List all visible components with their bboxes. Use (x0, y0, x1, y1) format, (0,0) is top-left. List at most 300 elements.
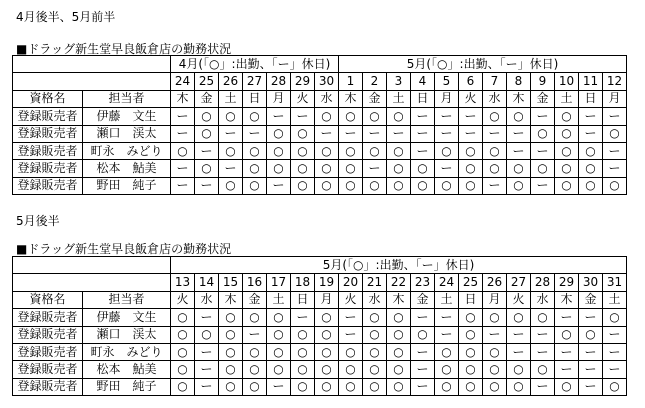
weekday-cell: 土 (555, 90, 579, 107)
attendance-mark-cell: ○ (459, 177, 483, 194)
staff-row (13, 177, 627, 194)
staff-name-cell: 野田 純子 (83, 177, 171, 194)
day-number-cell: 1 (339, 73, 363, 90)
qualification-cell: 登録販売者 (13, 361, 83, 378)
attendance-mark-cell: ○ (363, 108, 387, 125)
qualification-cell: 登録販売者 (13, 326, 83, 343)
weekday-cell: 金 (243, 291, 267, 308)
staff-name-cell: 野田 純子 (83, 378, 171, 395)
weekday-cell: 金 (363, 90, 387, 107)
qualification-cell: 登録販売者 (13, 160, 83, 177)
attendance-mark-cell: ー (435, 309, 459, 326)
qualification-column-header: 資格名 (13, 90, 83, 107)
weekday-cell: 月 (483, 291, 507, 308)
attendance-mark-cell: ー (411, 378, 435, 395)
staff-name-cell: 町永 みどり (83, 343, 171, 360)
attendance-mark-cell: ー (243, 326, 267, 343)
day-number-cell: 9 (531, 73, 555, 90)
attendance-mark-cell: ー (411, 361, 435, 378)
weekday-cell: 火 (171, 291, 195, 308)
weekday-cell: 日 (579, 90, 603, 107)
attendance-mark-cell: ○ (171, 326, 195, 343)
staff-row (13, 343, 627, 360)
header-blank-cell (13, 56, 171, 73)
attendance-mark-cell: ○ (507, 309, 531, 326)
attendance-mark-cell: ー (531, 378, 555, 395)
attendance-mark-cell: ー (387, 125, 411, 142)
attendance-mark-cell: ○ (267, 160, 291, 177)
attendance-mark-cell: ー (435, 108, 459, 125)
day-number-cell: 17 (267, 274, 291, 291)
attendance-mark-cell: ー (483, 326, 507, 343)
attendance-mark-cell: ○ (315, 108, 339, 125)
day-number-cell: 29 (291, 73, 315, 90)
attendance-mark-cell: ○ (315, 177, 339, 194)
attendance-mark-cell: ○ (507, 378, 531, 395)
schedule-table-2 (12, 256, 627, 396)
weekday-cell: 土 (387, 90, 411, 107)
attendance-mark-cell: ○ (291, 361, 315, 378)
attendance-mark-cell: ○ (243, 142, 267, 159)
attendance-mark-cell: ー (579, 343, 603, 360)
attendance-mark-cell: ○ (267, 309, 291, 326)
attendance-mark-cell: ○ (555, 326, 579, 343)
attendance-mark-cell: ○ (387, 378, 411, 395)
qualification-cell: 登録販売者 (13, 343, 83, 360)
attendance-mark-cell: ー (219, 160, 243, 177)
attendance-mark-cell: ○ (507, 361, 531, 378)
attendance-mark-cell: ○ (555, 108, 579, 125)
day-number-cell: 18 (291, 274, 315, 291)
staff-name-cell: 松本 鮎美 (83, 361, 171, 378)
attendance-mark-cell: ○ (579, 177, 603, 194)
qualification-column-header: 資格名 (13, 291, 83, 308)
attendance-mark-cell: ー (555, 309, 579, 326)
attendance-mark-cell: ー (195, 361, 219, 378)
day-number-cell: 28 (267, 73, 291, 90)
attendance-mark-cell: ○ (219, 343, 243, 360)
day-number-cell: 22 (387, 274, 411, 291)
header-blank-cell (13, 73, 171, 90)
attendance-mark-cell: ○ (363, 326, 387, 343)
day-number-cell: 15 (219, 274, 243, 291)
attendance-mark-cell: ○ (219, 142, 243, 159)
attendance-mark-cell: ー (195, 343, 219, 360)
attendance-mark-cell: ー (507, 125, 531, 142)
attendance-mark-cell: ー (219, 125, 243, 142)
attendance-mark-cell: ○ (435, 343, 459, 360)
attendance-mark-cell: ○ (291, 343, 315, 360)
attendance-mark-cell: ○ (483, 343, 507, 360)
weekday-cell: 木 (555, 291, 579, 308)
attendance-mark-cell: ○ (531, 309, 555, 326)
day-number-cell: 24 (435, 274, 459, 291)
staff-row (13, 378, 627, 395)
attendance-mark-cell: ○ (459, 326, 483, 343)
attendance-mark-cell: ○ (411, 326, 435, 343)
attendance-mark-cell: ○ (435, 142, 459, 159)
attendance-mark-cell: ○ (267, 361, 291, 378)
attendance-mark-cell: ○ (219, 361, 243, 378)
attendance-mark-cell: ○ (291, 177, 315, 194)
attendance-mark-cell: ○ (603, 309, 627, 326)
attendance-mark-cell: ー (555, 343, 579, 360)
qualification-cell: 登録販売者 (13, 378, 83, 395)
attendance-mark-cell: ー (603, 160, 627, 177)
attendance-mark-cell: ー (339, 326, 363, 343)
day-number-cell: 27 (507, 274, 531, 291)
attendance-mark-cell: ー (171, 177, 195, 194)
attendance-mark-cell: ー (291, 309, 315, 326)
attendance-mark-cell: ○ (459, 160, 483, 177)
section-1-table-title: ■ドラッグ新生堂早良飯倉店の勤務状況 (16, 42, 232, 56)
weekday-cell: 日 (243, 90, 267, 107)
attendance-mark-cell: ○ (195, 108, 219, 125)
weekday-cell: 水 (483, 90, 507, 107)
attendance-mark-cell: ○ (579, 326, 603, 343)
attendance-mark-cell: ○ (483, 160, 507, 177)
attendance-mark-cell: ー (195, 142, 219, 159)
attendance-mark-cell: ○ (387, 160, 411, 177)
section-2-table-title: ■ドラッグ新生堂早良飯倉店の勤務状況 (16, 242, 232, 256)
weekday-cell: 金 (531, 90, 555, 107)
attendance-mark-cell: ー (579, 309, 603, 326)
attendance-mark-cell: ○ (483, 108, 507, 125)
attendance-mark-cell: ー (435, 160, 459, 177)
day-number-cell: 2 (363, 73, 387, 90)
attendance-mark-cell: ○ (243, 177, 267, 194)
attendance-mark-cell: ー (531, 343, 555, 360)
staff-name-cell: 町永 みどり (83, 142, 171, 159)
attendance-mark-cell: ー (171, 160, 195, 177)
attendance-mark-cell: ○ (267, 142, 291, 159)
attendance-mark-cell: ○ (387, 309, 411, 326)
attendance-mark-cell: ー (195, 378, 219, 395)
attendance-mark-cell: ー (531, 108, 555, 125)
attendance-mark-cell: ー (603, 361, 627, 378)
weekday-cell: 月 (315, 291, 339, 308)
attendance-mark-cell: ー (267, 378, 291, 395)
staff-name-cell: 伊藤 文生 (83, 309, 171, 326)
attendance-mark-cell: ○ (243, 361, 267, 378)
attendance-mark-cell: ○ (315, 326, 339, 343)
weekday-cell: 木 (387, 291, 411, 308)
attendance-mark-cell: ー (531, 177, 555, 194)
attendance-mark-cell: ○ (459, 361, 483, 378)
attendance-mark-cell: ○ (555, 125, 579, 142)
weekday-cell: 日 (459, 291, 483, 308)
attendance-mark-cell: ○ (363, 309, 387, 326)
weekday-cell: 土 (603, 291, 627, 308)
attendance-mark-cell: ○ (243, 378, 267, 395)
staff-row (13, 108, 627, 125)
attendance-mark-cell: ○ (603, 378, 627, 395)
qualification-cell: 登録販売者 (13, 125, 83, 142)
weekday-cell: 木 (339, 90, 363, 107)
day-number-cell: 23 (411, 274, 435, 291)
day-number-cell: 28 (531, 274, 555, 291)
attendance-mark-cell: ○ (315, 160, 339, 177)
attendance-mark-cell: ー (315, 125, 339, 142)
attendance-mark-cell: ○ (243, 309, 267, 326)
weekday-cell: 水 (531, 291, 555, 308)
attendance-mark-cell: ○ (459, 378, 483, 395)
weekday-cell: 火 (339, 291, 363, 308)
day-number-cell: 4 (411, 73, 435, 90)
day-number-cell: 19 (315, 274, 339, 291)
weekday-cell: 土 (267, 291, 291, 308)
day-number-cell: 21 (363, 274, 387, 291)
attendance-mark-cell: ○ (243, 343, 267, 360)
attendance-mark-cell: ー (483, 177, 507, 194)
day-number-cell: 3 (387, 73, 411, 90)
attendance-mark-cell: ○ (171, 309, 195, 326)
attendance-mark-cell: ○ (579, 160, 603, 177)
attendance-mark-cell: ○ (387, 361, 411, 378)
attendance-mark-cell: ○ (411, 177, 435, 194)
attendance-mark-cell: ○ (531, 361, 555, 378)
attendance-mark-cell: ー (411, 309, 435, 326)
attendance-mark-cell: ー (507, 142, 531, 159)
section-1-heading: 4月後半、5月前半 (16, 10, 116, 24)
staff-row (13, 160, 627, 177)
staff-row (13, 361, 627, 378)
attendance-mark-cell: ー (363, 125, 387, 142)
weekday-cell: 金 (411, 291, 435, 308)
attendance-mark-cell: ー (459, 108, 483, 125)
attendance-mark-cell: ー (435, 125, 459, 142)
attendance-mark-cell: ○ (267, 326, 291, 343)
attendance-mark-cell: ○ (291, 378, 315, 395)
weekday-cell: 木 (171, 90, 195, 107)
attendance-mark-cell: ー (363, 160, 387, 177)
attendance-mark-cell: ○ (363, 177, 387, 194)
day-number-cell: 7 (483, 73, 507, 90)
attendance-mark-cell: ○ (387, 142, 411, 159)
attendance-mark-cell: ○ (339, 108, 363, 125)
attendance-mark-cell: ー (171, 108, 195, 125)
staff-row (13, 326, 627, 343)
weekday-cell: 水 (195, 291, 219, 308)
attendance-mark-cell: ー (579, 361, 603, 378)
day-number-cell: 11 (579, 73, 603, 90)
attendance-mark-cell: ○ (315, 309, 339, 326)
attendance-mark-cell: ー (243, 125, 267, 142)
staff-name-cell: 伊藤 文生 (83, 108, 171, 125)
attendance-mark-cell: ー (339, 125, 363, 142)
attendance-mark-cell: ー (603, 108, 627, 125)
day-number-cell: 25 (195, 73, 219, 90)
month-legend-header: 4月(「○」:出勤、「ー」休日) (171, 56, 339, 73)
day-number-cell: 31 (603, 274, 627, 291)
attendance-mark-cell: ○ (555, 177, 579, 194)
attendance-mark-cell: ○ (531, 125, 555, 142)
day-number-cell: 20 (339, 274, 363, 291)
attendance-mark-cell: ○ (507, 108, 531, 125)
attendance-mark-cell: ○ (291, 125, 315, 142)
attendance-mark-cell: ○ (387, 326, 411, 343)
attendance-mark-cell: ○ (315, 142, 339, 159)
attendance-mark-cell: ○ (291, 160, 315, 177)
attendance-mark-cell: ○ (291, 326, 315, 343)
day-number-cell: 24 (171, 73, 195, 90)
attendance-mark-cell: ー (411, 142, 435, 159)
attendance-mark-cell: ー (459, 125, 483, 142)
staff-name-cell: 瀬口 渓太 (83, 125, 171, 142)
day-number-cell: 29 (555, 274, 579, 291)
attendance-mark-cell: ○ (339, 361, 363, 378)
attendance-mark-cell: ○ (315, 361, 339, 378)
qualification-cell: 登録販売者 (13, 142, 83, 159)
staff-row (13, 309, 627, 326)
weekday-cell: 金 (195, 90, 219, 107)
attendance-mark-cell: ○ (243, 108, 267, 125)
month-legend-header: 5月(「○」:出勤、「ー」休日) (339, 56, 627, 73)
qualification-cell: 登録販売者 (13, 177, 83, 194)
attendance-mark-cell: ○ (267, 343, 291, 360)
attendance-mark-cell: ○ (579, 142, 603, 159)
attendance-mark-cell: ○ (363, 361, 387, 378)
section-2-heading: 5月後半 (16, 214, 60, 228)
month-legend-header: 5月(「○」:出勤、「ー」休日) (171, 257, 627, 274)
attendance-mark-cell: ー (603, 343, 627, 360)
day-number-cell: 8 (507, 73, 531, 90)
attendance-mark-cell: ○ (483, 142, 507, 159)
attendance-mark-cell: ○ (243, 160, 267, 177)
attendance-mark-cell: ○ (603, 125, 627, 142)
attendance-mark-cell: ○ (435, 378, 459, 395)
attendance-mark-cell: ー (579, 378, 603, 395)
attendance-mark-cell: ー (507, 343, 531, 360)
attendance-mark-cell: ○ (459, 142, 483, 159)
attendance-mark-cell: ー (579, 108, 603, 125)
attendance-mark-cell: ○ (507, 160, 531, 177)
attendance-mark-cell: ○ (339, 343, 363, 360)
attendance-mark-cell: ○ (219, 108, 243, 125)
attendance-mark-cell: ○ (195, 125, 219, 142)
attendance-mark-cell: ー (507, 326, 531, 343)
attendance-mark-cell: ー (411, 343, 435, 360)
attendance-mark-cell: ー (171, 125, 195, 142)
attendance-mark-cell: ー (435, 326, 459, 343)
attendance-mark-cell: ー (411, 108, 435, 125)
attendance-mark-cell: ー (267, 177, 291, 194)
staff-row (13, 125, 627, 142)
attendance-mark-cell: ー (195, 177, 219, 194)
attendance-mark-cell: ○ (387, 108, 411, 125)
attendance-mark-cell: ー (267, 108, 291, 125)
staff-row (13, 142, 627, 159)
attendance-mark-cell: ○ (219, 326, 243, 343)
attendance-mark-cell: ○ (531, 160, 555, 177)
day-number-cell: 6 (459, 73, 483, 90)
day-number-cell: 26 (483, 274, 507, 291)
attendance-mark-cell: ○ (555, 160, 579, 177)
attendance-mark-cell: ○ (603, 177, 627, 194)
schedule-table-1 (12, 55, 627, 195)
attendance-mark-cell: ○ (363, 378, 387, 395)
header-blank-cell (13, 257, 171, 274)
attendance-mark-cell: ○ (363, 343, 387, 360)
day-number-cell: 25 (459, 274, 483, 291)
attendance-mark-cell: ○ (483, 378, 507, 395)
attendance-mark-cell: ○ (555, 378, 579, 395)
attendance-mark-cell: ○ (339, 160, 363, 177)
attendance-mark-cell: ー (531, 326, 555, 343)
weekday-cell: 木 (507, 90, 531, 107)
attendance-mark-cell: ○ (315, 343, 339, 360)
weekday-cell: 火 (459, 90, 483, 107)
attendance-mark-cell: ○ (435, 177, 459, 194)
weekday-cell: 金 (579, 291, 603, 308)
weekday-cell: 水 (315, 90, 339, 107)
day-number-cell: 16 (243, 274, 267, 291)
attendance-mark-cell: ○ (219, 177, 243, 194)
attendance-mark-cell: ○ (555, 142, 579, 159)
weekday-cell: 木 (219, 291, 243, 308)
staff-name-cell: 瀬口 渓太 (83, 326, 171, 343)
attendance-mark-cell: ー (291, 108, 315, 125)
day-number-cell: 26 (219, 73, 243, 90)
weekday-cell: 月 (435, 90, 459, 107)
attendance-mark-cell: ー (339, 309, 363, 326)
attendance-mark-cell: ○ (387, 343, 411, 360)
attendance-mark-cell: ー (411, 125, 435, 142)
day-number-cell: 13 (171, 274, 195, 291)
attendance-mark-cell: ○ (483, 361, 507, 378)
attendance-mark-cell: ○ (483, 309, 507, 326)
attendance-mark-cell: ○ (219, 309, 243, 326)
attendance-mark-cell: ー (531, 142, 555, 159)
weekday-cell: 月 (603, 90, 627, 107)
attendance-mark-cell: ○ (219, 378, 243, 395)
day-number-cell: 30 (579, 274, 603, 291)
attendance-mark-cell: ー (579, 125, 603, 142)
weekday-cell: 日 (291, 291, 315, 308)
attendance-mark-cell: ー (555, 361, 579, 378)
weekday-cell: 土 (435, 291, 459, 308)
attendance-mark-cell: ○ (411, 160, 435, 177)
attendance-mark-cell: ○ (291, 142, 315, 159)
qualification-cell: 登録販売者 (13, 108, 83, 125)
day-number-cell: 30 (315, 73, 339, 90)
attendance-mark-cell: ○ (459, 309, 483, 326)
attendance-mark-cell: ○ (171, 343, 195, 360)
attendance-mark-cell: ○ (387, 177, 411, 194)
attendance-mark-cell: ー (483, 125, 507, 142)
weekday-cell: 火 (291, 90, 315, 107)
header-blank-cell (13, 274, 171, 291)
attendance-mark-cell: ○ (435, 361, 459, 378)
attendance-mark-cell: ○ (171, 142, 195, 159)
attendance-mark-cell: ○ (171, 361, 195, 378)
day-number-cell: 27 (243, 73, 267, 90)
attendance-mark-cell: ○ (339, 142, 363, 159)
attendance-mark-cell: ○ (459, 343, 483, 360)
attendance-mark-cell: ー (603, 142, 627, 159)
day-number-cell: 5 (435, 73, 459, 90)
weekday-cell: 土 (219, 90, 243, 107)
staff-column-header: 担当者 (83, 90, 171, 107)
attendance-mark-cell: ○ (363, 142, 387, 159)
day-number-cell: 10 (555, 73, 579, 90)
weekday-cell: 水 (363, 291, 387, 308)
attendance-mark-cell: ー (603, 326, 627, 343)
day-number-cell: 14 (195, 274, 219, 291)
weekday-cell: 日 (411, 90, 435, 107)
qualification-cell: 登録販売者 (13, 309, 83, 326)
attendance-mark-cell: ○ (195, 326, 219, 343)
